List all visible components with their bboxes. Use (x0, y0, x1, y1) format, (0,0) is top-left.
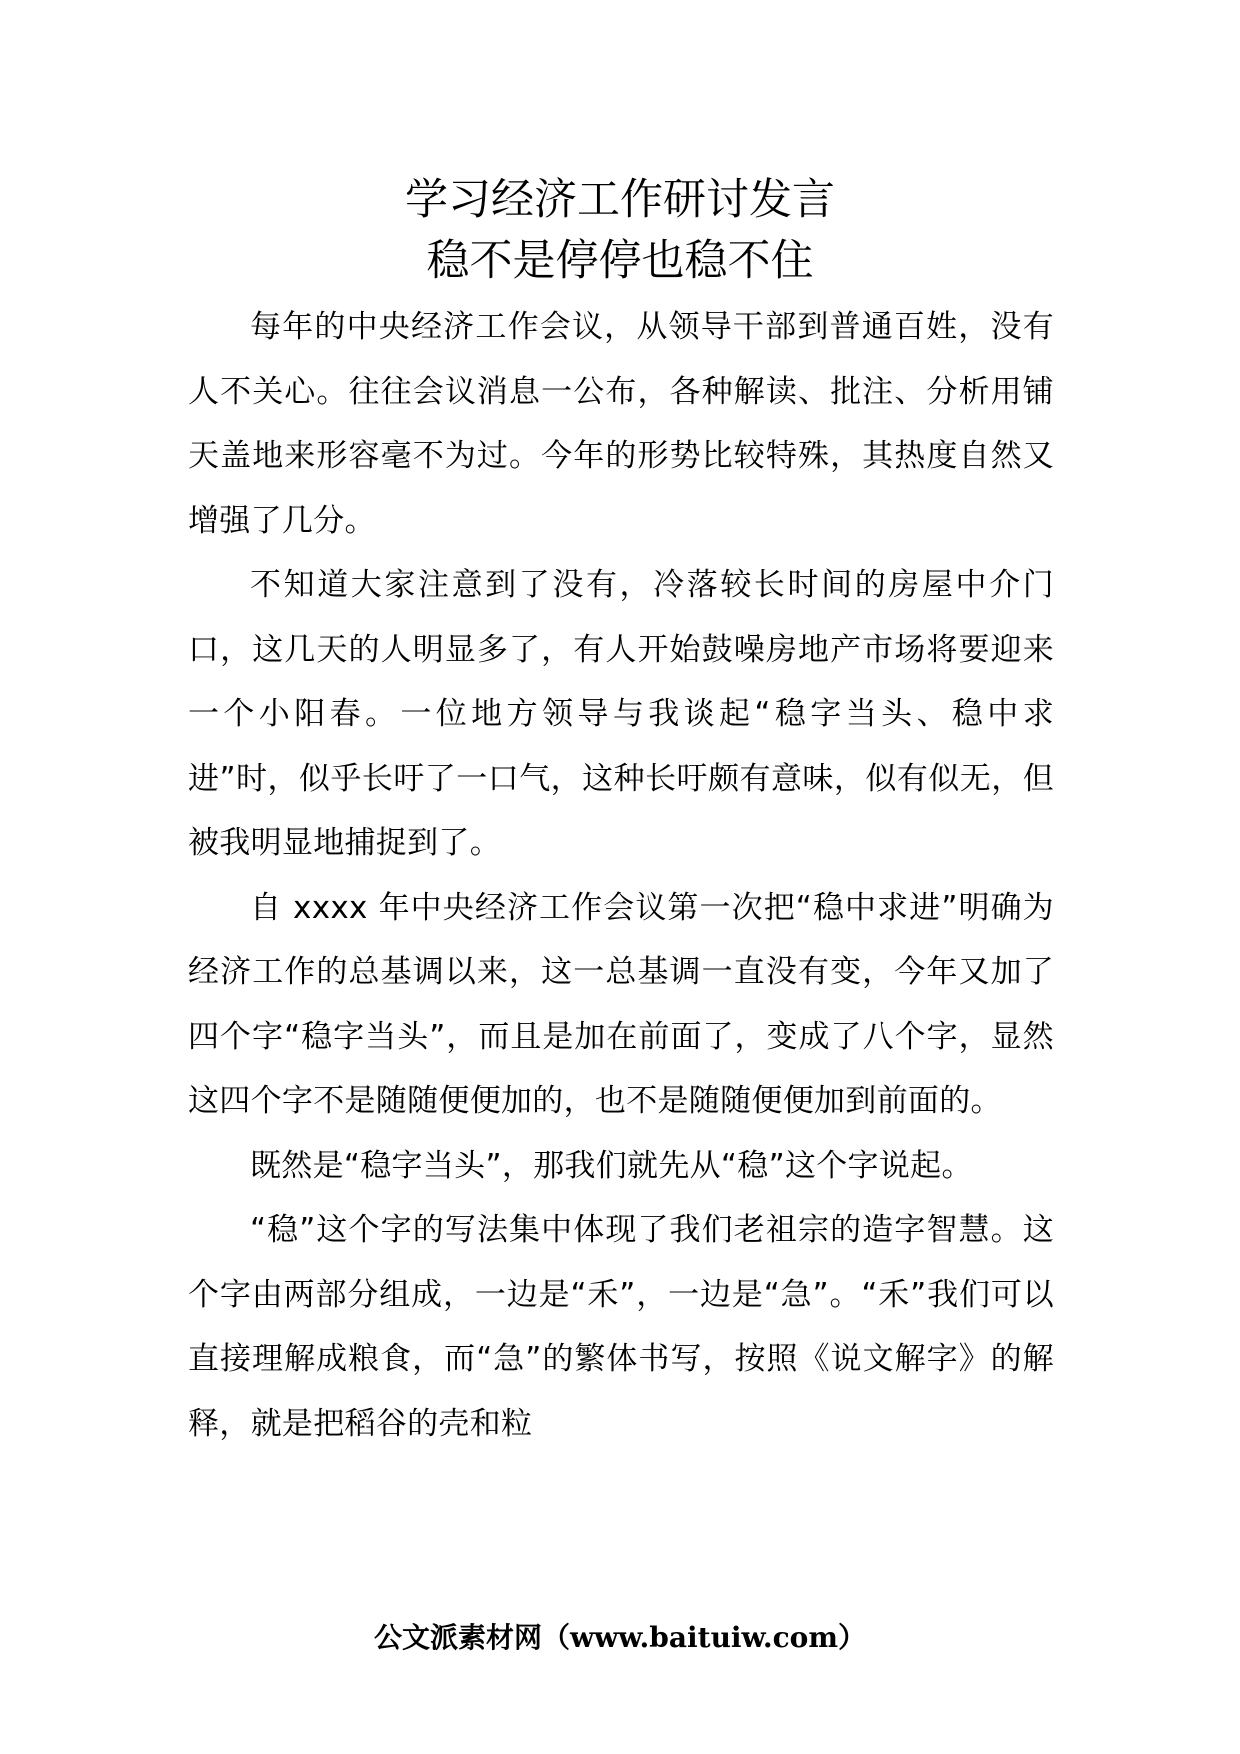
paragraph-5: “稳”这个字的写法集中体现了我们老祖宗的造字智慧。这个字由两部分组成，一边是“禾”，一边是“急”。“禾”我们可以直接理解成粮食，而“急”的繁体书写，按照《说文解字》的解释，就是把稻谷的壳和粒 (188, 1212, 1054, 1442)
paragraph-2: 不知道大家注意到了没有，冷落较长时间的房屋中介门口，这几天的人明显多了，有人开始鼓噪房地产市场将要迎来一个小阳春。一位地方领导与我谈起“稳字当头、稳中求进”时，似乎长吁了一口气，这种长吁颇有意味，似有似无，但被我明显地捕捉到了。 (188, 567, 1054, 861)
footer-watermark: 公文派素材网（www.baituiw.com） (374, 1621, 866, 1654)
document-title: 学习经济工作研讨发言 (405, 175, 835, 225)
paragraph-1: 每年的中央经济工作会议，从领导干部到普通百姓，没有人不关心。往往会议消息一公布，各种解读、批注、分析用铺天盖地来形容毫不为过。今年的形势比较特殊，其热度自然又增强了几分。 (188, 309, 1054, 539)
paragraph-3: 自 xxxx 年中央经济工作会议第一次把“稳中求进”明确为经济工作的总基调以来，这一总基调一直没有变，今年又加了四个字“稳字当头”，而且是加在前面了，变成了八个字，显然这四个字不是随随便便加的，也不是随随便便加到前面的。 (188, 889, 1054, 1119)
paragraph-4: 既然是“稳字当头”，那我们就先从“稳”这个字说起。 (250, 1147, 973, 1184)
document-body (188, 295, 1054, 1456)
document-subtitle: 稳不是停停也稳不住 (426, 236, 814, 286)
